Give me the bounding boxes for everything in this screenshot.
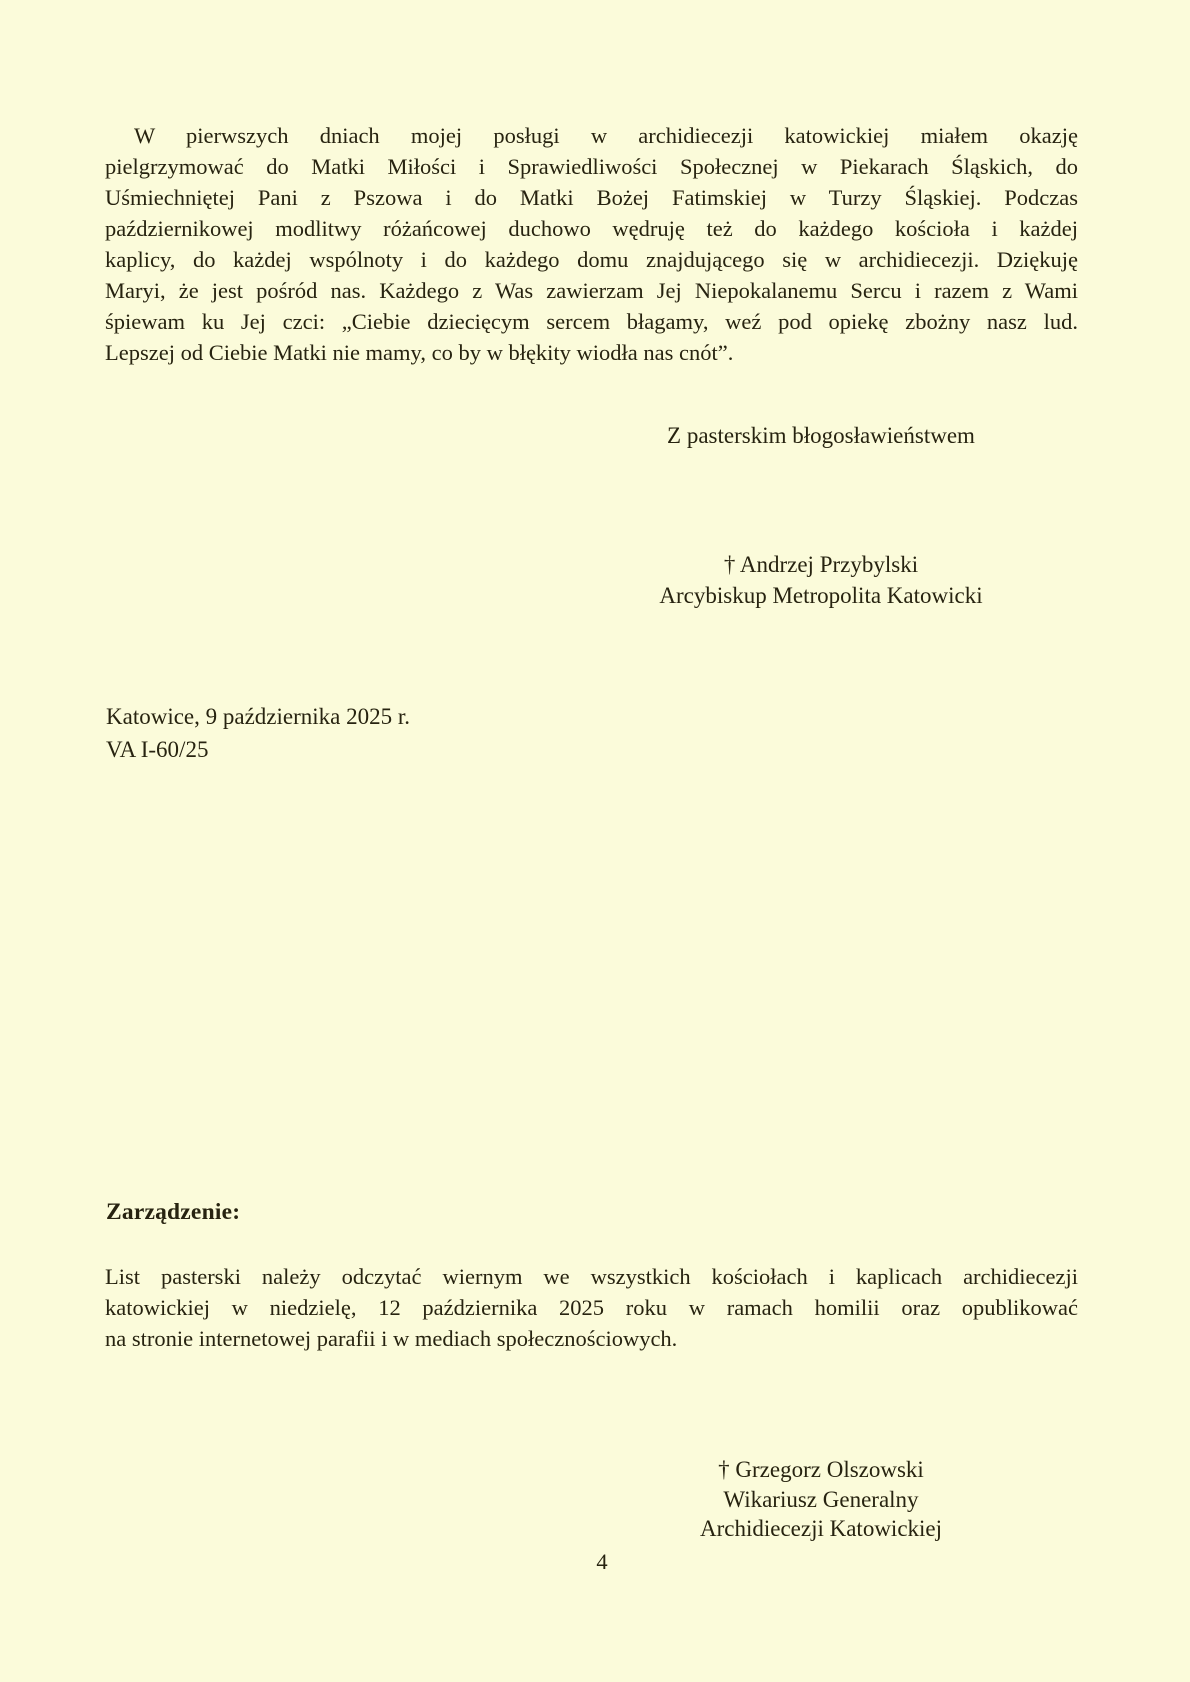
- reference-number: VA I-60/25: [106, 737, 209, 762]
- paragraph-line: październikowej modlitwy różańcowej duchowo wędruję też do każdego kościoła i każdej: [105, 216, 1078, 241]
- paragraph-line: Lepszej od Ciebie Matki nie mamy, co by w błękity wiodła nas cnót”.: [105, 340, 734, 365]
- paragraph-line: Maryi, że jest pośród nas. Każdego z Was zawierzam Jej Niepokalanemu Sercu i razem z Wami: [105, 278, 1078, 303]
- signature-archbishop: [659, 549, 982, 611]
- paragraph-line: na stronie internetowej parafii i w mediach społecznościowych.: [105, 1326, 678, 1351]
- paragraph-line: List pasterski należy odczytać wiernym we wszystkich kościołach i kaplicach archidiecezji: [105, 1264, 1078, 1289]
- paragraph-line: katowickiej w niedzielę, 12 października 2025 roku w ramach homilii oraz opublikować: [105, 1295, 1078, 1320]
- paragraph-line: kaplicy, do każdej wspólnoty i do każdego domu znajdującego się w archidiecezji. Dziękuję: [105, 247, 1078, 272]
- blessing-line: Z pasterskim błogosławieństwem: [667, 423, 975, 448]
- place-date-block: [106, 700, 410, 766]
- paragraph-line: W pierwszych dniach mojej posługi w archidiecezji katowickiej miałem okazję: [134, 123, 1078, 148]
- ordinance-paragraph: [105, 1261, 1078, 1354]
- page-number: 4: [596, 1549, 608, 1574]
- signature-name: † Andrzej Przybylski: [723, 552, 919, 577]
- paragraph-line: śpiewam ku Jej czci: „Ciebie dziecięcym sercem błagamy, weź pod opiekę zbożny nasz lud.: [105, 309, 1078, 334]
- paragraph-line: Uśmiechniętej Pani z Pszowa i do Matki Bożej Fatimskiej w Turzy Śląskiej. Podczas: [105, 185, 1078, 210]
- ordinance-heading: Zarządzenie:: [106, 1199, 241, 1225]
- paragraph-line: pielgrzymować do Matki Miłości i Sprawiedliwości Społecznej w Piekarach Śląskich, do: [105, 154, 1078, 179]
- letter-closing-paragraph: [105, 120, 1078, 368]
- signature-title: Wikariusz Generalny: [723, 1486, 919, 1512]
- place-date-line: Katowice, 9 października 2025 r.: [106, 704, 410, 729]
- signature-title: Archidiecezji Katowickiej: [699, 1516, 943, 1541]
- signature-name: † Grzegorz Olszowski: [718, 1457, 924, 1482]
- signature-vicar-general: [700, 1455, 942, 1544]
- signature-title: Arcybiskup Metropolita Katowicki: [659, 583, 983, 608]
